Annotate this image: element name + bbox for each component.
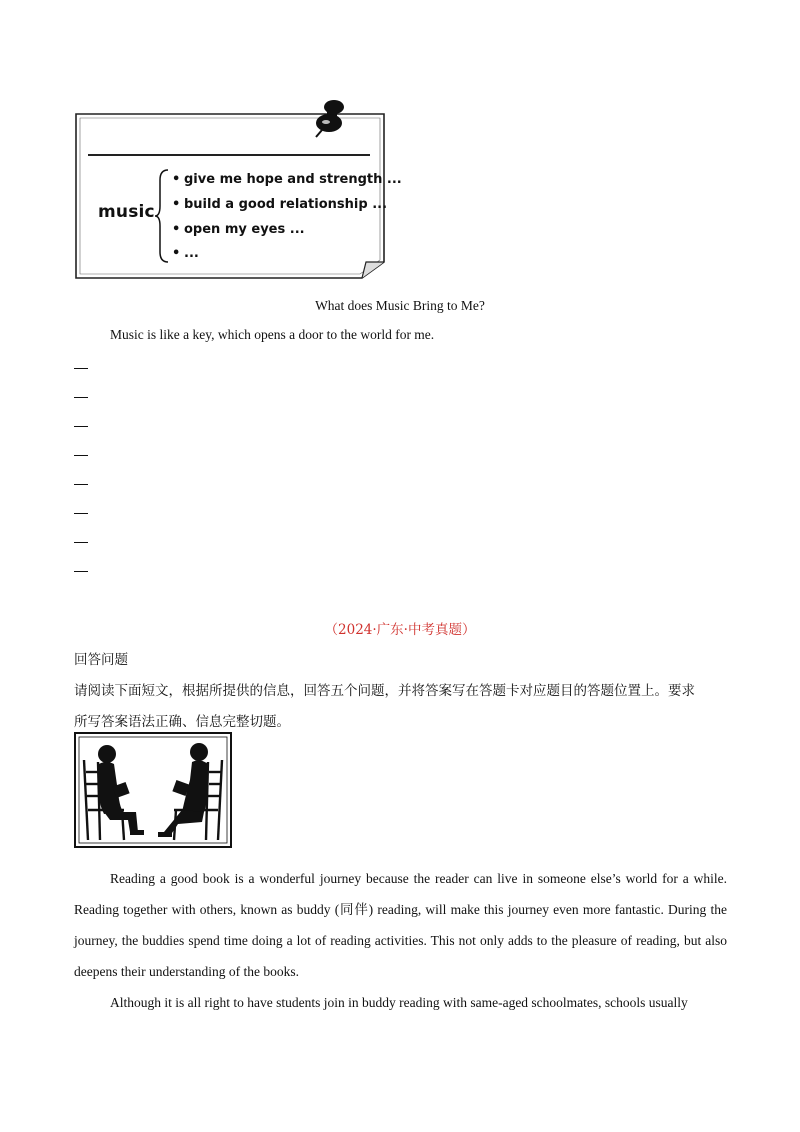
note-divider (88, 154, 370, 156)
bullet-text: ... (184, 246, 199, 261)
music-note-card (74, 112, 402, 280)
curly-brace-icon (154, 168, 170, 264)
bullet-text: give me hope and strength ... (184, 172, 402, 187)
note-topic-label: music (98, 202, 155, 222)
section-heading: 回答问题 (74, 652, 128, 668)
blank-line[interactable] (74, 426, 88, 427)
bullet-text: build a good relationship ... (184, 197, 388, 212)
instructions-line-2: 所写答案语法正确、信息完整切题。 (74, 714, 290, 730)
bullet-icon: • (172, 172, 181, 187)
essay-title: What does Music Bring to Me? (315, 298, 485, 313)
bullet-text: open my eyes ... (184, 222, 305, 237)
passage-paragraph-1: Reading a good book is a wonderful journey because the reader can live in someone else’s world for a while. Reading together with others, known as buddy (同伴) reading, will make this journey even more fantastic. During the journey, the buddies spend time doing a lot of reading activities. This not only adds to the pleasure of reading, but also deepens their understanding of the books. (74, 871, 727, 979)
blank-line[interactable] (74, 542, 88, 543)
pushpin-icon (312, 98, 350, 138)
blank-line[interactable] (74, 571, 88, 572)
list-item (172, 222, 305, 237)
instructions-line-1: 请阅读下面短文，根据所提供的信息，回答五个问题，并将答案写在答题卡对应题目的答题位置上。要求 (74, 683, 695, 699)
blank-line[interactable] (74, 484, 88, 485)
list-item (172, 197, 387, 212)
bullet-icon: • (172, 246, 181, 261)
list-item (172, 246, 199, 261)
buddy-reading-illustration (74, 732, 232, 848)
reading-passage (74, 863, 727, 1018)
source-citation: （2024·广东·中考真题） (324, 622, 476, 638)
blank-line[interactable] (74, 455, 88, 456)
bullet-icon: • (172, 222, 181, 237)
blank-line[interactable] (74, 397, 88, 398)
blank-line[interactable] (74, 368, 88, 369)
list-item (172, 172, 402, 187)
passage-paragraph-2: Although it is all right to have students join in buddy reading with same-aged schoolmates, schools usually (110, 995, 688, 1010)
essay-lead-sentence: Music is like a key, which opens a door to the world for me. (110, 327, 435, 342)
bullet-icon: • (172, 197, 181, 212)
blank-line[interactable] (74, 513, 88, 514)
